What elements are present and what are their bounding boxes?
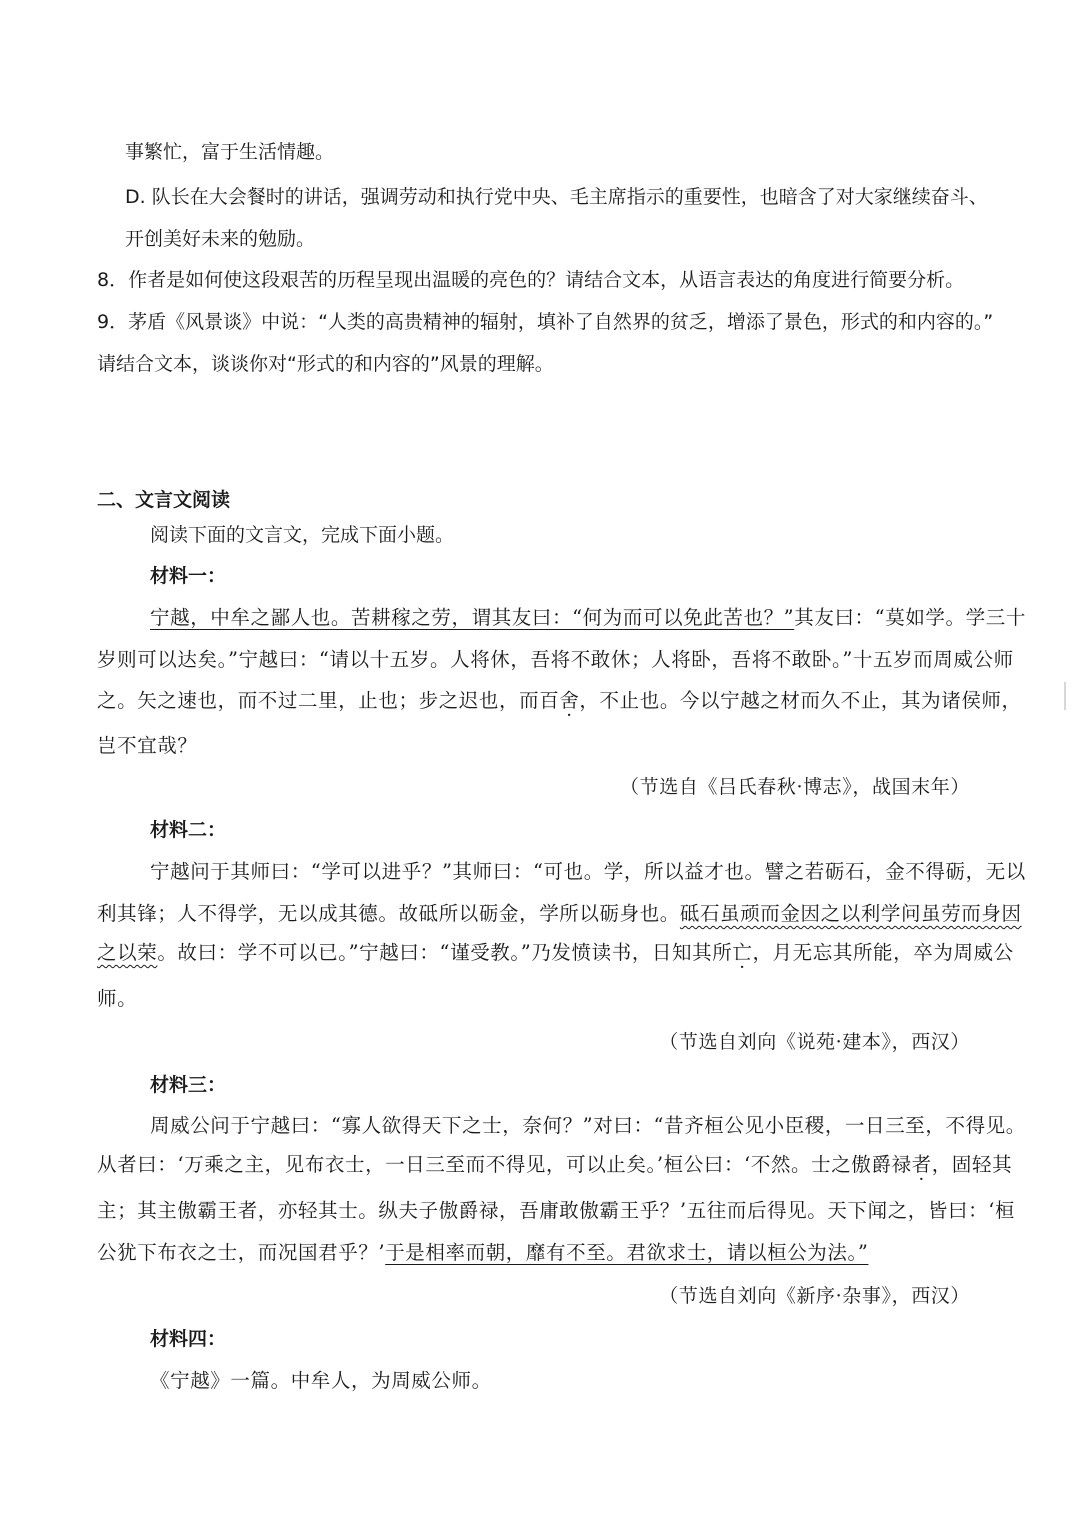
underlined-sentence: 宁越，中牟之鄙人也。苦耕稼之劳，谓其友曰：“何为而可以免此苦也？” (150, 606, 795, 629)
material-2-line-4: 师。 (97, 987, 138, 1010)
page-edge-mark (1064, 682, 1066, 710)
material-1-line-3 (97, 688, 1022, 714)
question-8: 8．作者是如何使这段艰苦的历程呈现出温暖的亮色的？请结合文本，从语言表达的角度进行简要分析。 (97, 269, 965, 291)
option-c-continuation: 事繁忙，富于生活情趣。 (125, 141, 335, 163)
section-heading: 二、文言文阅读 (97, 489, 231, 511)
material-2-line-2 (97, 901, 1022, 927)
material-1-title: 材料一： (150, 565, 227, 587)
material-1-line-2: 岁则可以达矣。”宁越曰：“请以十五岁。人将休，吾将不敢休；人将卧，吾将不敢卧。”十五岁而周威公师 (97, 648, 1014, 671)
question-9-line-1: 9．茅盾《风景谈》中说：“人类的高贵精神的辐射，填补了自然界的贫乏，增添了景色，形式的和内容的。” (97, 311, 994, 333)
underlined-sentence: 于是相率而朝，靡有不至。君欲求士，请以桓公为法。” (385, 1241, 869, 1264)
material-3-line-4-a: 公犹下布衣之士，而况国君乎？’ (97, 1241, 386, 1264)
material-3-line-4 (97, 1240, 868, 1266)
material-3-title: 材料三： (150, 1074, 227, 1096)
option-d-line-2: 开创美好未来的勉励。 (125, 228, 316, 250)
material-1-line-3-a: 之。矢之速也，而不过二里，止也；步之迟也，而百 (97, 689, 560, 712)
material-2-line-3-b: ，月无忘其所能，卒为周威公 (752, 941, 1014, 964)
dotted-character: 舍 (559, 689, 580, 712)
material-3-line-3: 主；其主傲霸王者，亦轻其士。纵夫子傲爵禄，吾庸敢傲霸王乎？’五往而后得见。天下闻之，皆曰：‘桓 (97, 1199, 1016, 1222)
material-2-line-2-a: 利其锋；人不得学，无以成其德。故砥所以砺金，学所以砺身也。 (97, 902, 680, 925)
material-4-line-1: 《宁越》一篇。中牟人，为周威公师。 (150, 1369, 492, 1392)
material-1-source: （节选自《吕氏春秋·博志》，战国末年） (620, 776, 970, 798)
material-1-line-1-rest: 其友曰：“莫如学。学三十 (794, 606, 1026, 629)
option-d-line-1: D. 队长在大会餐时的讲话，强调劳动和执行党中央、毛主席指示的重要性，也暗含了对大家继续奋斗、 (125, 186, 988, 208)
material-3-line-2 (97, 1152, 1012, 1178)
material-1-line-3-b: ，不止也。今以宁越之材而久不止，其为诸侯师， (579, 689, 1022, 712)
dotted-character: 者 (911, 1153, 932, 1176)
material-1-line-1 (150, 605, 1026, 631)
material-3-line-2-a: 从者曰：‘万乘之主，见布衣士，一日三至而不得见，可以止矣。’桓公曰：‘不然。士之傲爵禄 (97, 1153, 912, 1176)
material-2-line-1: 宁越问于其师曰：“学可以进乎？”其师曰：“可也。学，所以益才也。譬之若砺石，金不得砺，无以 (150, 860, 1026, 883)
material-3-source: （节选自刘向《新序·杂事》，西汉） (659, 1285, 970, 1307)
material-4-title: 材料四： (150, 1328, 227, 1350)
material-1-line-4: 岂不宜哉？ (97, 734, 198, 757)
material-2-line-3-a: 。故曰：学不可以已。”宁越曰：“谨受教。”乃发愤读书，日知其所 (157, 941, 733, 964)
section-instruction: 阅读下面的文言文，完成下面小题。 (150, 524, 455, 546)
material-3-line-2-b: ，固轻其 (931, 1153, 1013, 1176)
wavy-underlined-sentence: 砥石虽顽而金因之以利学问虽劳而身因 (679, 902, 1022, 925)
material-3-line-1: 周威公问于宁越曰：“寡人欲得天下之士，奈何？”对曰：“昔齐桓公见小臣稷，一日三至，不得见。 (150, 1114, 1026, 1137)
material-2-line-3 (97, 940, 1014, 966)
wavy-underlined-continuation: 之以荣 (97, 941, 158, 964)
material-2-source: （节选自刘向《说苑·建本》，西汉） (659, 1031, 970, 1053)
material-2-title: 材料二： (150, 819, 227, 841)
question-9-line-2: 请结合文本，谈谈你对“形式的和内容的”风景的理解。 (97, 353, 554, 375)
dotted-character: 亡 (732, 941, 753, 964)
